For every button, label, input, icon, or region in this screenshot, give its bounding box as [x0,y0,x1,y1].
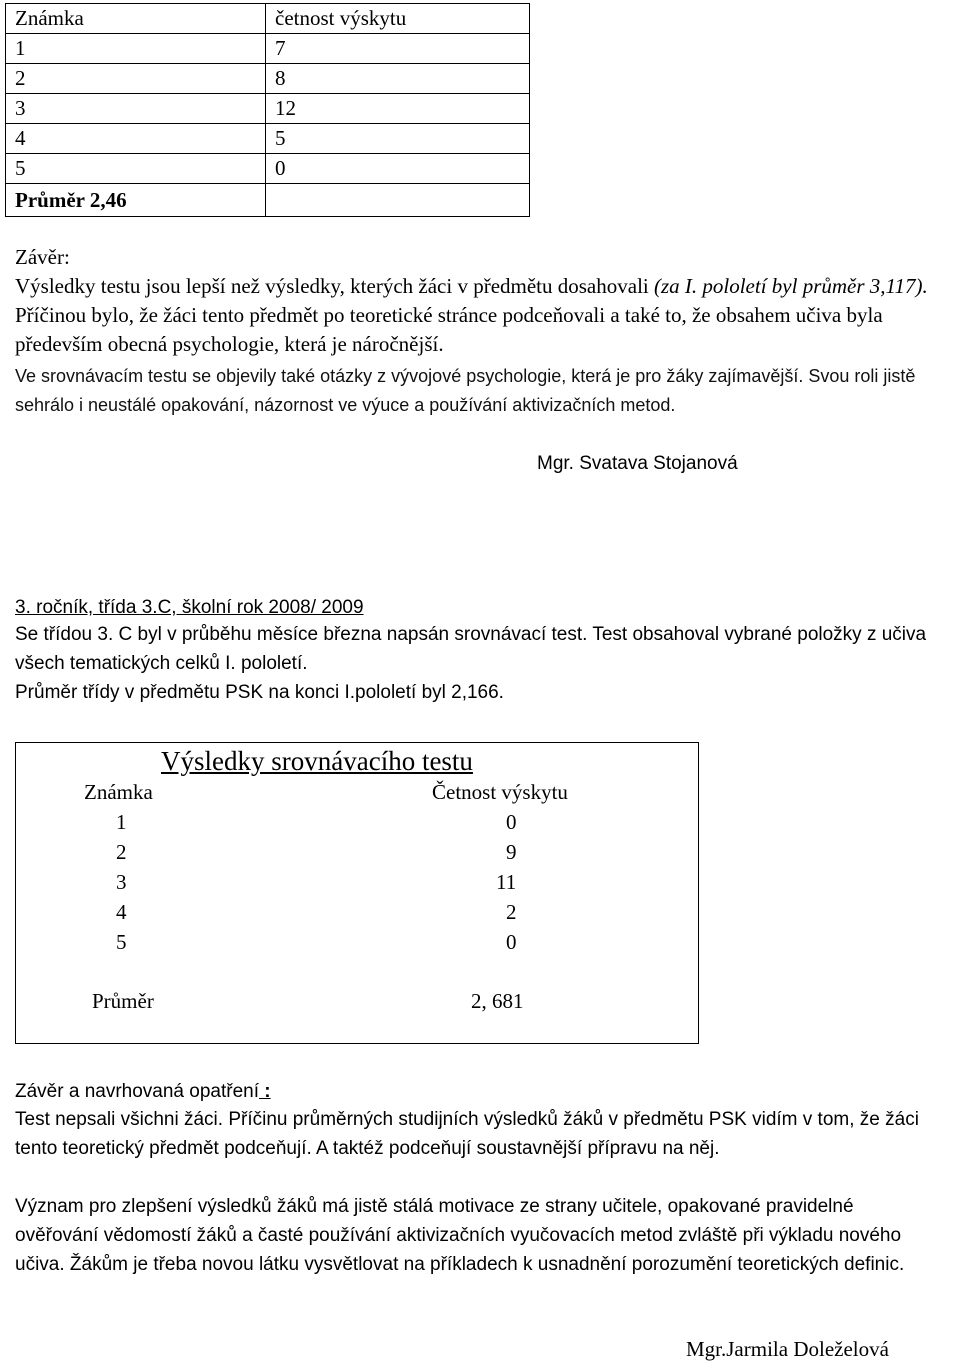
frequency-cell: 7 [266,34,530,64]
conclusion-2-paragraph-1: Test nepsali všichni žáci. Příčinu průměrných studijních výsledků žáků v předmětu PSK vidím v tom, že žáci tento teoretický předmět podceňují. A taktéž podceňují soustavnější přípravu na něj. [15,1109,919,1159]
grade-cell: 3 [6,94,266,124]
results-title: Výsledky srovnávacího testu [161,746,473,776]
average-cell: Průměr 2,46 [6,184,266,217]
grade-cell: 2 [6,64,266,94]
header-grade: Známka [6,4,266,34]
signature-2: Mgr.Jarmila Doleželová [686,1337,889,1361]
grade-cell: 4 [6,124,266,154]
frequency-cell: 11 [496,870,517,894]
header-frequency: četnost výskytu [266,4,530,34]
table-row [6,94,530,124]
conclusion-paragraph-2: Ve srovnávacím testu se objevily také otázky z vývojové psychologie, která je pro žáky zajímavější. Svou roli jistě sehrálo i neustálé opakování, názornost ve výuce a používání aktivizačních metod. [15,366,916,415]
signature-1: Mgr. Svatava Stojanová [537,453,738,474]
table-row [6,64,530,94]
frequency-cell: 9 [506,840,517,864]
section-heading: 3. ročník, třída 3.C, školní rok 2008/ 2009 [15,597,364,618]
table-row [6,154,530,184]
frequency-cell: 2 [506,900,517,924]
frequency-cell: 0 [506,810,517,834]
grade-cell: 3 [116,870,127,894]
results-average-value: 2, 681 [471,989,524,1013]
results-row [16,928,698,958]
grade-frequency-table [5,3,530,217]
conclusion-2-paragraph-2: Význam pro zlepšení výsledků žáků má jistě stálá motivace ze strany učitele, opakované pravidelné ověřování vědomostí žáků a časté používání aktivizačních vyučovacích metod zvláště při výkladu nového učiva. Žákům je třeba novou látku vysvětlovat na příkladech k usnadnění porozumění teoretických definic. [15,1196,905,1275]
conclusion-text-start: Výsledky testu jsou lepší než výsledky, kterých žáci v předmětu dosahovali [15,274,654,298]
conclusion-paragraph-1 [15,272,945,359]
table-row [6,34,530,64]
table-row [6,124,530,154]
results-header-grade: Známka [84,780,153,804]
frequency-cell: 5 [266,124,530,154]
section-intro: Se třídou 3. C byl v průběhu měsíce března napsán srovnávací test. Test obsahoval vybrané položky z učiva všech tematických celků I. pololetí. [15,624,927,674]
empty-cell [266,184,530,217]
frequency-cell: 0 [266,154,530,184]
results-row [16,898,698,928]
results-header-frequency: Četnost výskytu [432,780,568,804]
conclusion-2-heading-text: Závěr a navrhovaná opatření [15,1081,259,1102]
grade-cell: 4 [116,900,127,924]
results-row [16,838,698,868]
results-average-label: Průměr [92,989,154,1013]
conclusion-2-heading [15,1077,945,1106]
frequency-cell: 0 [506,930,517,954]
conclusion-text-italic: (za I. pololetí byl průměr 3,117). [653,274,928,298]
results-row [16,868,698,898]
grade-cell: 1 [116,810,127,834]
conclusion-text-end: Příčinou bylo, že žáci tento předmět po teoretické stránce podceňovali a také to, že obsahem učiva byla především obecná psychologie, která je náročnější. [15,303,883,356]
frequency-cell: 12 [266,94,530,124]
conclusion-2-heading-colon: : [259,1081,271,1102]
frequency-cell: 8 [266,64,530,94]
section-average-line: Průměr třídy v předmětu PSK na konci I.pololetí byl 2,166. [15,682,504,703]
grade-cell: 2 [116,840,127,864]
conclusion-heading: Závěr: [15,245,70,269]
grade-cell: 5 [116,930,127,954]
average-row [6,184,530,217]
grade-cell: 1 [6,34,266,64]
table-header-row [6,4,530,34]
results-row [16,808,698,838]
grade-cell: 5 [6,154,266,184]
results-box [15,742,699,1044]
